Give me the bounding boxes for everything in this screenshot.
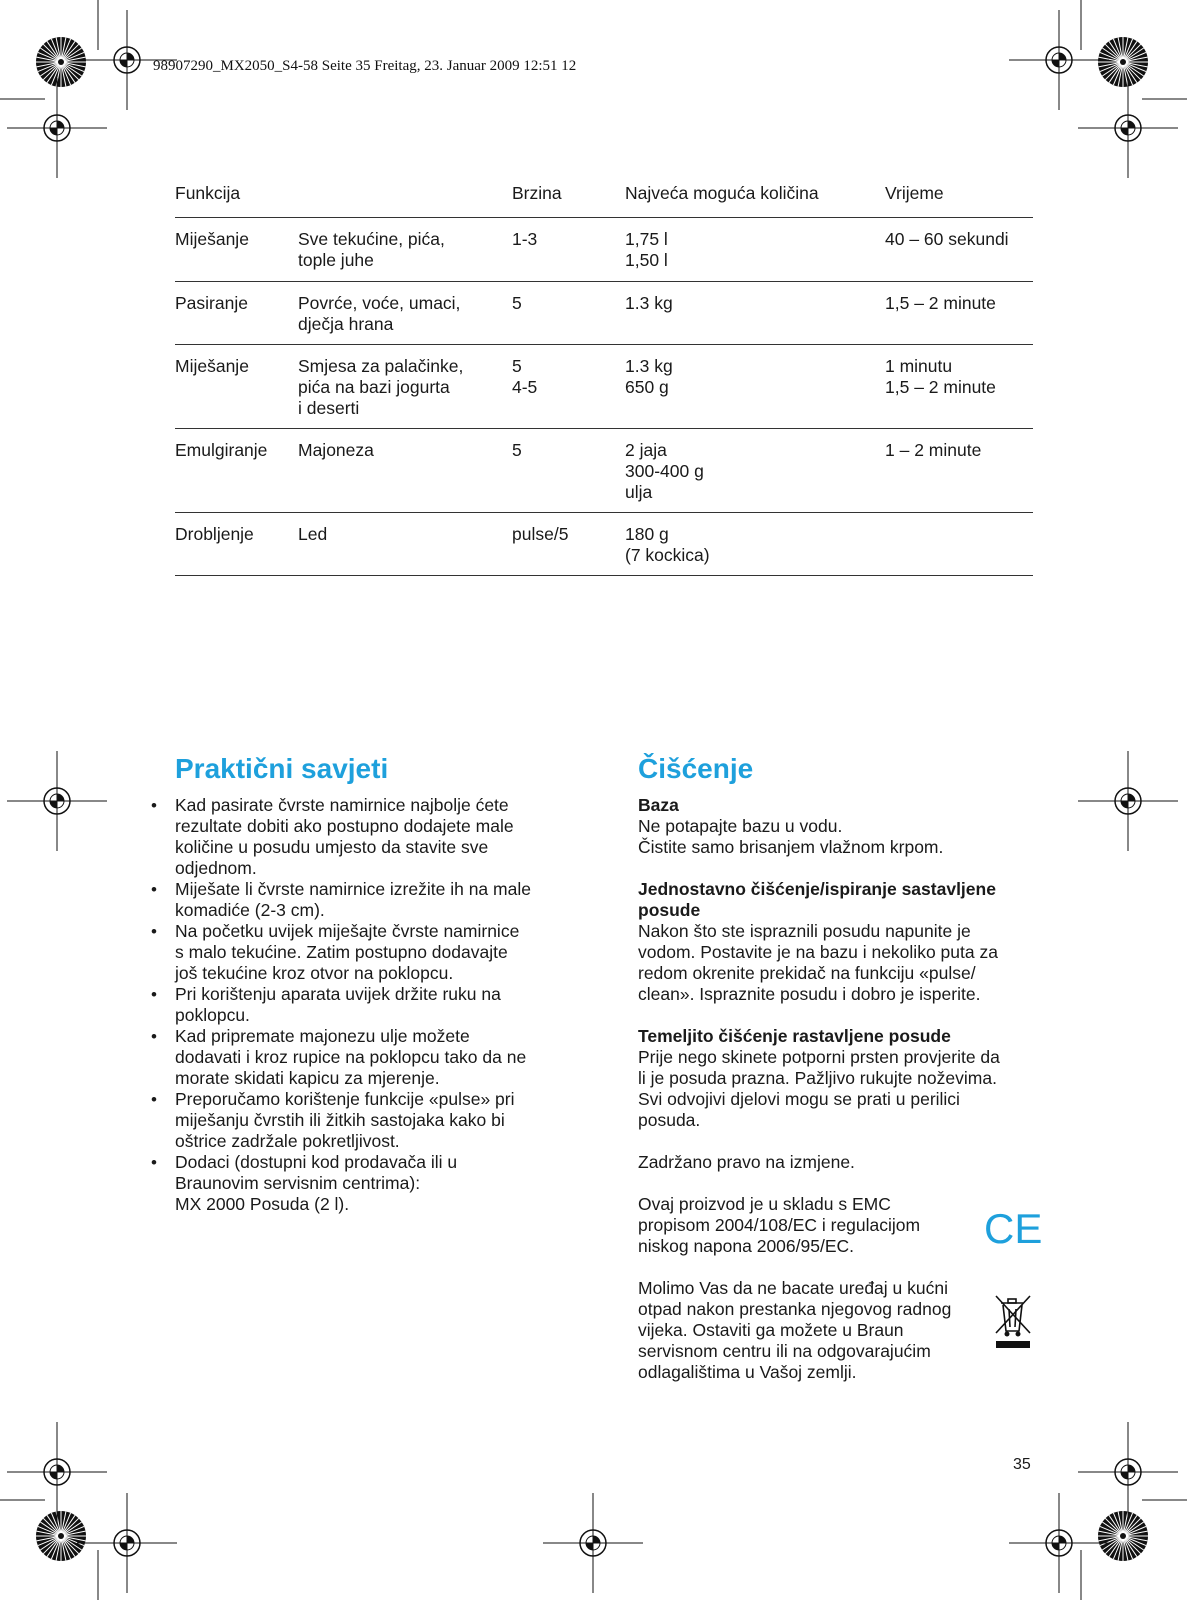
- base-text: [638, 816, 1033, 858]
- text-line: Smjesa za palačinke,: [298, 356, 464, 376]
- text-line: 1-3: [512, 229, 538, 249]
- tips-section: [151, 753, 575, 1215]
- bullet-icon: •: [151, 985, 157, 1004]
- list-item: [151, 879, 575, 921]
- text-line: rezultate dobiti ako postupno dodajete male: [175, 816, 514, 836]
- column-header-speed: Brzina: [512, 183, 562, 203]
- text-line: 1.3 kg: [625, 356, 673, 376]
- text-line: Preporučamo korištenje funkcije «pulse» pri: [175, 1089, 515, 1109]
- text-line: Kad pasirate čvrste namirnice najbolje ćete: [175, 795, 509, 815]
- description-cell: [298, 356, 508, 419]
- text-line: pulse/5: [512, 524, 569, 544]
- text-line: Sve tekućine, pića,: [298, 229, 445, 249]
- text-line: Ovaj proizvod je u skladu s EMC: [638, 1194, 891, 1214]
- reserved-notice: [638, 1152, 1033, 1173]
- text-line: otpad nakon prestanka njegovog radnog: [638, 1299, 952, 1319]
- text-line: vijeka. Ostaviti ga možete u Braun: [638, 1320, 904, 1340]
- text-line: 1,50 l: [625, 250, 668, 270]
- speed-cell: [512, 524, 622, 545]
- text-line: odjednom.: [175, 858, 257, 878]
- text-line: redom okrenite prekidač na funkciju «pulse/: [638, 963, 976, 983]
- function-cell: Pasiranje: [175, 293, 248, 313]
- reserved-text: Zadržano pravo na izmjene.: [638, 1152, 855, 1172]
- text-line: Kad pripremate majonezu ulje možete: [175, 1026, 470, 1046]
- quantity-cell: [625, 293, 880, 314]
- text-line: Prije nego skinete potporni prsten provjerite da: [638, 1047, 1000, 1067]
- disposal-text: [638, 1278, 1033, 1383]
- text-line: 1 – 2 minute: [885, 440, 982, 460]
- time-cell: [885, 356, 1035, 398]
- text-line: 1,75 l: [625, 229, 668, 249]
- description-cell: [298, 293, 508, 335]
- text-line: 4-5: [512, 377, 538, 397]
- column-header-function: Funkcija: [175, 183, 241, 203]
- starburst-target-icon: [1098, 1511, 1148, 1561]
- ce-mark-icon: [984, 1205, 1043, 1254]
- text-line: niskog napona 2006/95/EC.: [638, 1236, 854, 1256]
- text-line: dječja hrana: [298, 314, 394, 334]
- text-line: 2 jaja: [625, 440, 667, 460]
- thorough-cleaning-heading: Temeljito čišćenje rastavljene posude: [638, 1026, 951, 1046]
- registration-mark-icon: [1009, 1493, 1109, 1593]
- text-line: Povrće, voće, umaci,: [298, 293, 461, 313]
- text-line: dodavati i kroz rupice na poklopcu tako da ne: [175, 1047, 527, 1067]
- starburst-target-icon: [1098, 37, 1148, 87]
- text-line: posuda.: [638, 1110, 701, 1130]
- text-line: pića na bazi jogurta: [298, 377, 450, 397]
- text-line: Ne potapajte bazu u vodu.: [638, 816, 843, 836]
- function-cell: Miješanje: [175, 356, 249, 376]
- text-line: Jednostavno čišćenje/ispiranje sastavljene: [638, 879, 996, 899]
- registration-mark-icon: [1009, 10, 1109, 110]
- function-cell: Emulgiranje: [175, 440, 268, 460]
- text-line: 40 – 60 sekundi: [885, 229, 1009, 249]
- emc-notice: [638, 1194, 1033, 1257]
- text-line: 1,5 – 2 minute: [885, 377, 996, 397]
- registration-mark-icon: [77, 1493, 177, 1593]
- bullet-icon: •: [151, 1090, 157, 1109]
- quantity-cell: [625, 356, 880, 398]
- text-line: oštrice zadržale pokretljivost.: [175, 1131, 400, 1151]
- table-row: [175, 513, 1033, 576]
- speed-cell: [512, 293, 622, 314]
- list-item: [151, 795, 575, 879]
- speed-cell: [512, 229, 622, 250]
- registration-mark-icon: [7, 1422, 107, 1522]
- speed-cell: [512, 356, 622, 398]
- text-line: propisom 2004/108/EC i regulacijom: [638, 1215, 921, 1235]
- ce-mark-label: CE: [984, 1205, 1043, 1252]
- text-line: (7 kockica): [625, 545, 710, 565]
- speed-cell: [512, 440, 622, 461]
- quantity-cell: [625, 524, 880, 566]
- list-item: [151, 984, 575, 1026]
- text-line: poklopcu.: [175, 1005, 250, 1025]
- text-line: morate skidati kapicu za mjerenje.: [175, 1068, 440, 1088]
- text-line: 180 g: [625, 524, 669, 544]
- table-row: [175, 218, 1033, 282]
- text-line: tople juhe: [298, 250, 374, 270]
- tips-title: Praktični savjeti: [175, 753, 389, 784]
- text-line: Čistite samo brisanjem vlažnom krpom.: [638, 837, 944, 857]
- text-line: posude: [638, 900, 701, 920]
- registration-mark-icon: [1078, 1422, 1178, 1522]
- text-line: Miješate li čvrste namirnice izrežite ih na male: [175, 879, 531, 899]
- text-line: Svi odvojivi djelovi mogu se prati u perilici: [638, 1089, 960, 1109]
- description-cell: [298, 229, 508, 271]
- quantity-cell: [625, 229, 880, 271]
- text-line: ulja: [625, 482, 653, 502]
- easy-cleaning-heading: [638, 879, 1033, 921]
- function-cell: Drobljenje: [175, 524, 254, 544]
- text-line: Nakon što ste ispraznili posudu napunite je: [638, 921, 971, 941]
- text-line: vodom. Postavite je na bazu i nekoliko puta za: [638, 942, 998, 962]
- bullet-icon: •: [151, 922, 157, 941]
- crossed-out-bin-icon: [993, 1293, 1033, 1356]
- list-item: [151, 1089, 575, 1152]
- time-cell: [885, 440, 1035, 461]
- text-line: 300-400 g: [625, 461, 704, 481]
- emc-text: [638, 1194, 1033, 1257]
- time-cell: [885, 293, 1035, 314]
- list-item: [151, 1026, 575, 1089]
- bullet-icon: •: [151, 880, 157, 899]
- text-line: 1 minutu: [885, 356, 953, 376]
- starburst-target-icon: [36, 37, 86, 87]
- table-row: [175, 429, 1033, 513]
- text-line: 1.3 kg: [625, 293, 673, 313]
- text-line: li je posuda prazna. Pažljivo rukujte noževima.: [638, 1068, 997, 1088]
- text-line: količine u posudu umjesto da stavite sve: [175, 837, 489, 857]
- table-header: [175, 178, 1033, 218]
- text-line: miješanju čvrstih ili žitkih sastojaka kako bi: [175, 1110, 505, 1130]
- list-item: [151, 921, 575, 984]
- registration-mark-icon: [1078, 78, 1178, 178]
- base-heading: Baza: [638, 795, 679, 815]
- page-number: 35: [1013, 1456, 1031, 1473]
- text-line: Led: [298, 524, 328, 544]
- cleaning-section: [638, 753, 1033, 1404]
- text-line: 5: [512, 440, 522, 460]
- description-cell: [298, 524, 508, 545]
- time-cell: [885, 229, 1035, 250]
- cleaning-title: Čišćenje: [638, 753, 754, 784]
- tips-list: [151, 795, 575, 1215]
- bullet-icon: •: [151, 1153, 157, 1172]
- easy-cleaning-block: [638, 879, 1033, 1005]
- base-block: [638, 795, 1033, 858]
- registration-mark-icon: [1078, 751, 1178, 851]
- column-header-time: Vrijeme: [885, 183, 944, 203]
- text-line: 650 g: [625, 377, 669, 397]
- text-line: 5: [512, 356, 522, 376]
- thorough-cleaning-text: [638, 1047, 1033, 1131]
- text-line: Braunovim servisnim centrima):: [175, 1173, 421, 1193]
- text-line: s malo tekućine. Zatim postupno dodavajte: [175, 942, 508, 962]
- text-line: Dodaci (dostupni kod prodavača ili u: [175, 1152, 458, 1172]
- text-line: komadiće (2-3 cm).: [175, 900, 325, 920]
- description-cell: [298, 440, 508, 461]
- text-line: Na početku uvijek miješajte čvrste namirnice: [175, 921, 520, 941]
- list-item: [151, 1152, 575, 1215]
- function-table: [175, 178, 1033, 576]
- text-line: 5: [512, 293, 522, 313]
- starburst-target-icon: [36, 1511, 86, 1561]
- text-line: clean». Ispraznite posudu i dobro je isperite.: [638, 984, 981, 1004]
- text-line: MX 2000 Posuda (2 l).: [175, 1194, 350, 1214]
- text-line: još tekućine kroz otvor na poklopcu.: [175, 963, 454, 983]
- text-line: Majoneza: [298, 440, 374, 460]
- table-row: [175, 282, 1033, 345]
- text-line: 1,5 – 2 minute: [885, 293, 996, 313]
- column-header-max-quantity: Najveća moguća količina: [625, 183, 819, 203]
- quantity-cell: [625, 440, 880, 503]
- bullet-icon: •: [151, 1027, 157, 1046]
- thorough-cleaning-block: [638, 1026, 1033, 1131]
- easy-cleaning-text: [638, 921, 1033, 1005]
- registration-mark-icon: [7, 751, 107, 851]
- text-line: Molimo Vas da ne bacate uređaj u kućni: [638, 1278, 948, 1298]
- registration-mark-icon: [7, 78, 107, 178]
- registration-mark-icon: [543, 1493, 643, 1593]
- function-cell: Miješanje: [175, 229, 249, 249]
- bullet-icon: •: [151, 796, 157, 815]
- table-row: [175, 345, 1033, 429]
- text-line: servisnom centru ili na odgovarajućim: [638, 1341, 931, 1361]
- text-line: odlagalištima u Vašoj zemlji.: [638, 1362, 857, 1382]
- text-line: i deserti: [298, 398, 360, 418]
- disposal-notice: [638, 1278, 1033, 1383]
- print-slug: 98907290_MX2050_S4-58 Seite 35 Freitag, 23. Januar 2009 12:51 12: [153, 58, 577, 74]
- text-line: Pri korištenju aparata uvijek držite ruku na: [175, 984, 501, 1004]
